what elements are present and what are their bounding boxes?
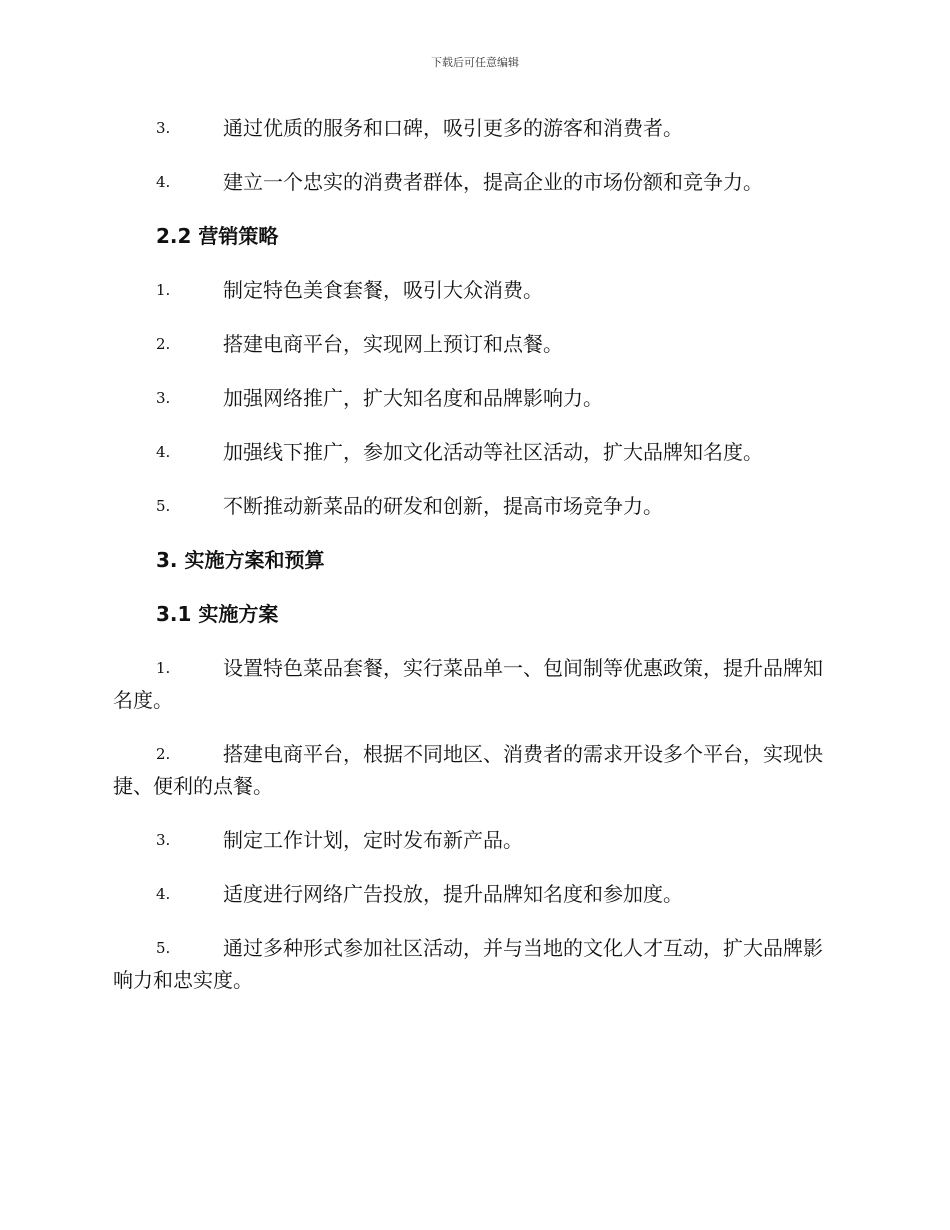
list-item-text: 制定工作计划，定时发布新产品。 [223,828,523,852]
list-item-text: 制定特色美食套餐，吸引大众消费。 [223,278,543,302]
section-heading: 2.2 营销策略 [156,224,279,248]
list-item-number: 3. [156,389,171,407]
page-header: 下载后可任意编辑 [431,56,519,69]
section-heading: 3. 实施方案和预算 [156,548,325,572]
list-item-text: 搭建电商平台，实现网上预订和点餐。 [223,332,563,356]
list-item-text: 通过优质的服务和口碑，吸引更多的游客和消费者。 [223,116,683,140]
list-item [113,824,833,856]
list-item [113,166,833,198]
list-item [113,274,833,306]
list-item-number: 4. [156,443,171,461]
list-item-text: 加强网络推广，扩大知名度和品牌影响力。 [223,386,603,410]
list-item-number: 4. [156,885,171,903]
list-item [113,382,833,414]
list-item [113,738,833,802]
list-item-text: 通过多种形式参加社区活动，并与当地的文化人才互动，扩大品牌影响力和忠实度。 [113,936,823,992]
list-item [113,652,833,716]
list-item-text: 加强线下推广，参加文化活动等社区活动，扩大品牌知名度。 [223,440,763,464]
list-item-number: 5. [156,939,171,957]
list-item-number: 3. [156,831,171,849]
list-item-number: 5. [156,497,171,515]
document-body [113,112,833,1018]
list-item-text: 不断推动新菜品的研发和创新，提高市场竞争力。 [223,494,663,518]
list-item-number: 1. [156,281,171,299]
list-item-text: 搭建电商平台，根据不同地区、消费者的需求开设多个平台，实现快捷、便利的点餐。 [113,742,823,798]
list-item [113,878,833,910]
list-item [113,112,833,144]
list-item-text: 建立一个忠实的消费者群体，提高企业的市场份额和竞争力。 [223,170,763,194]
list-item [113,490,833,522]
list-item-number: 3. [156,119,171,137]
list-item [113,328,833,360]
list-item-text: 适度进行网络广告投放，提升品牌知名度和参加度。 [223,882,683,906]
subsection-heading: 3.1 实施方案 [156,602,279,626]
list-item-number: 4. [156,173,171,191]
list-item-text: 设置特色菜品套餐，实行菜品单一、包间制等优惠政策，提升品牌知名度。 [113,656,823,712]
list-item-number: 2. [156,745,171,763]
list-item [113,436,833,468]
list-item-number: 1. [156,659,171,677]
list-item-number: 2. [156,335,171,353]
list-item [113,932,833,996]
